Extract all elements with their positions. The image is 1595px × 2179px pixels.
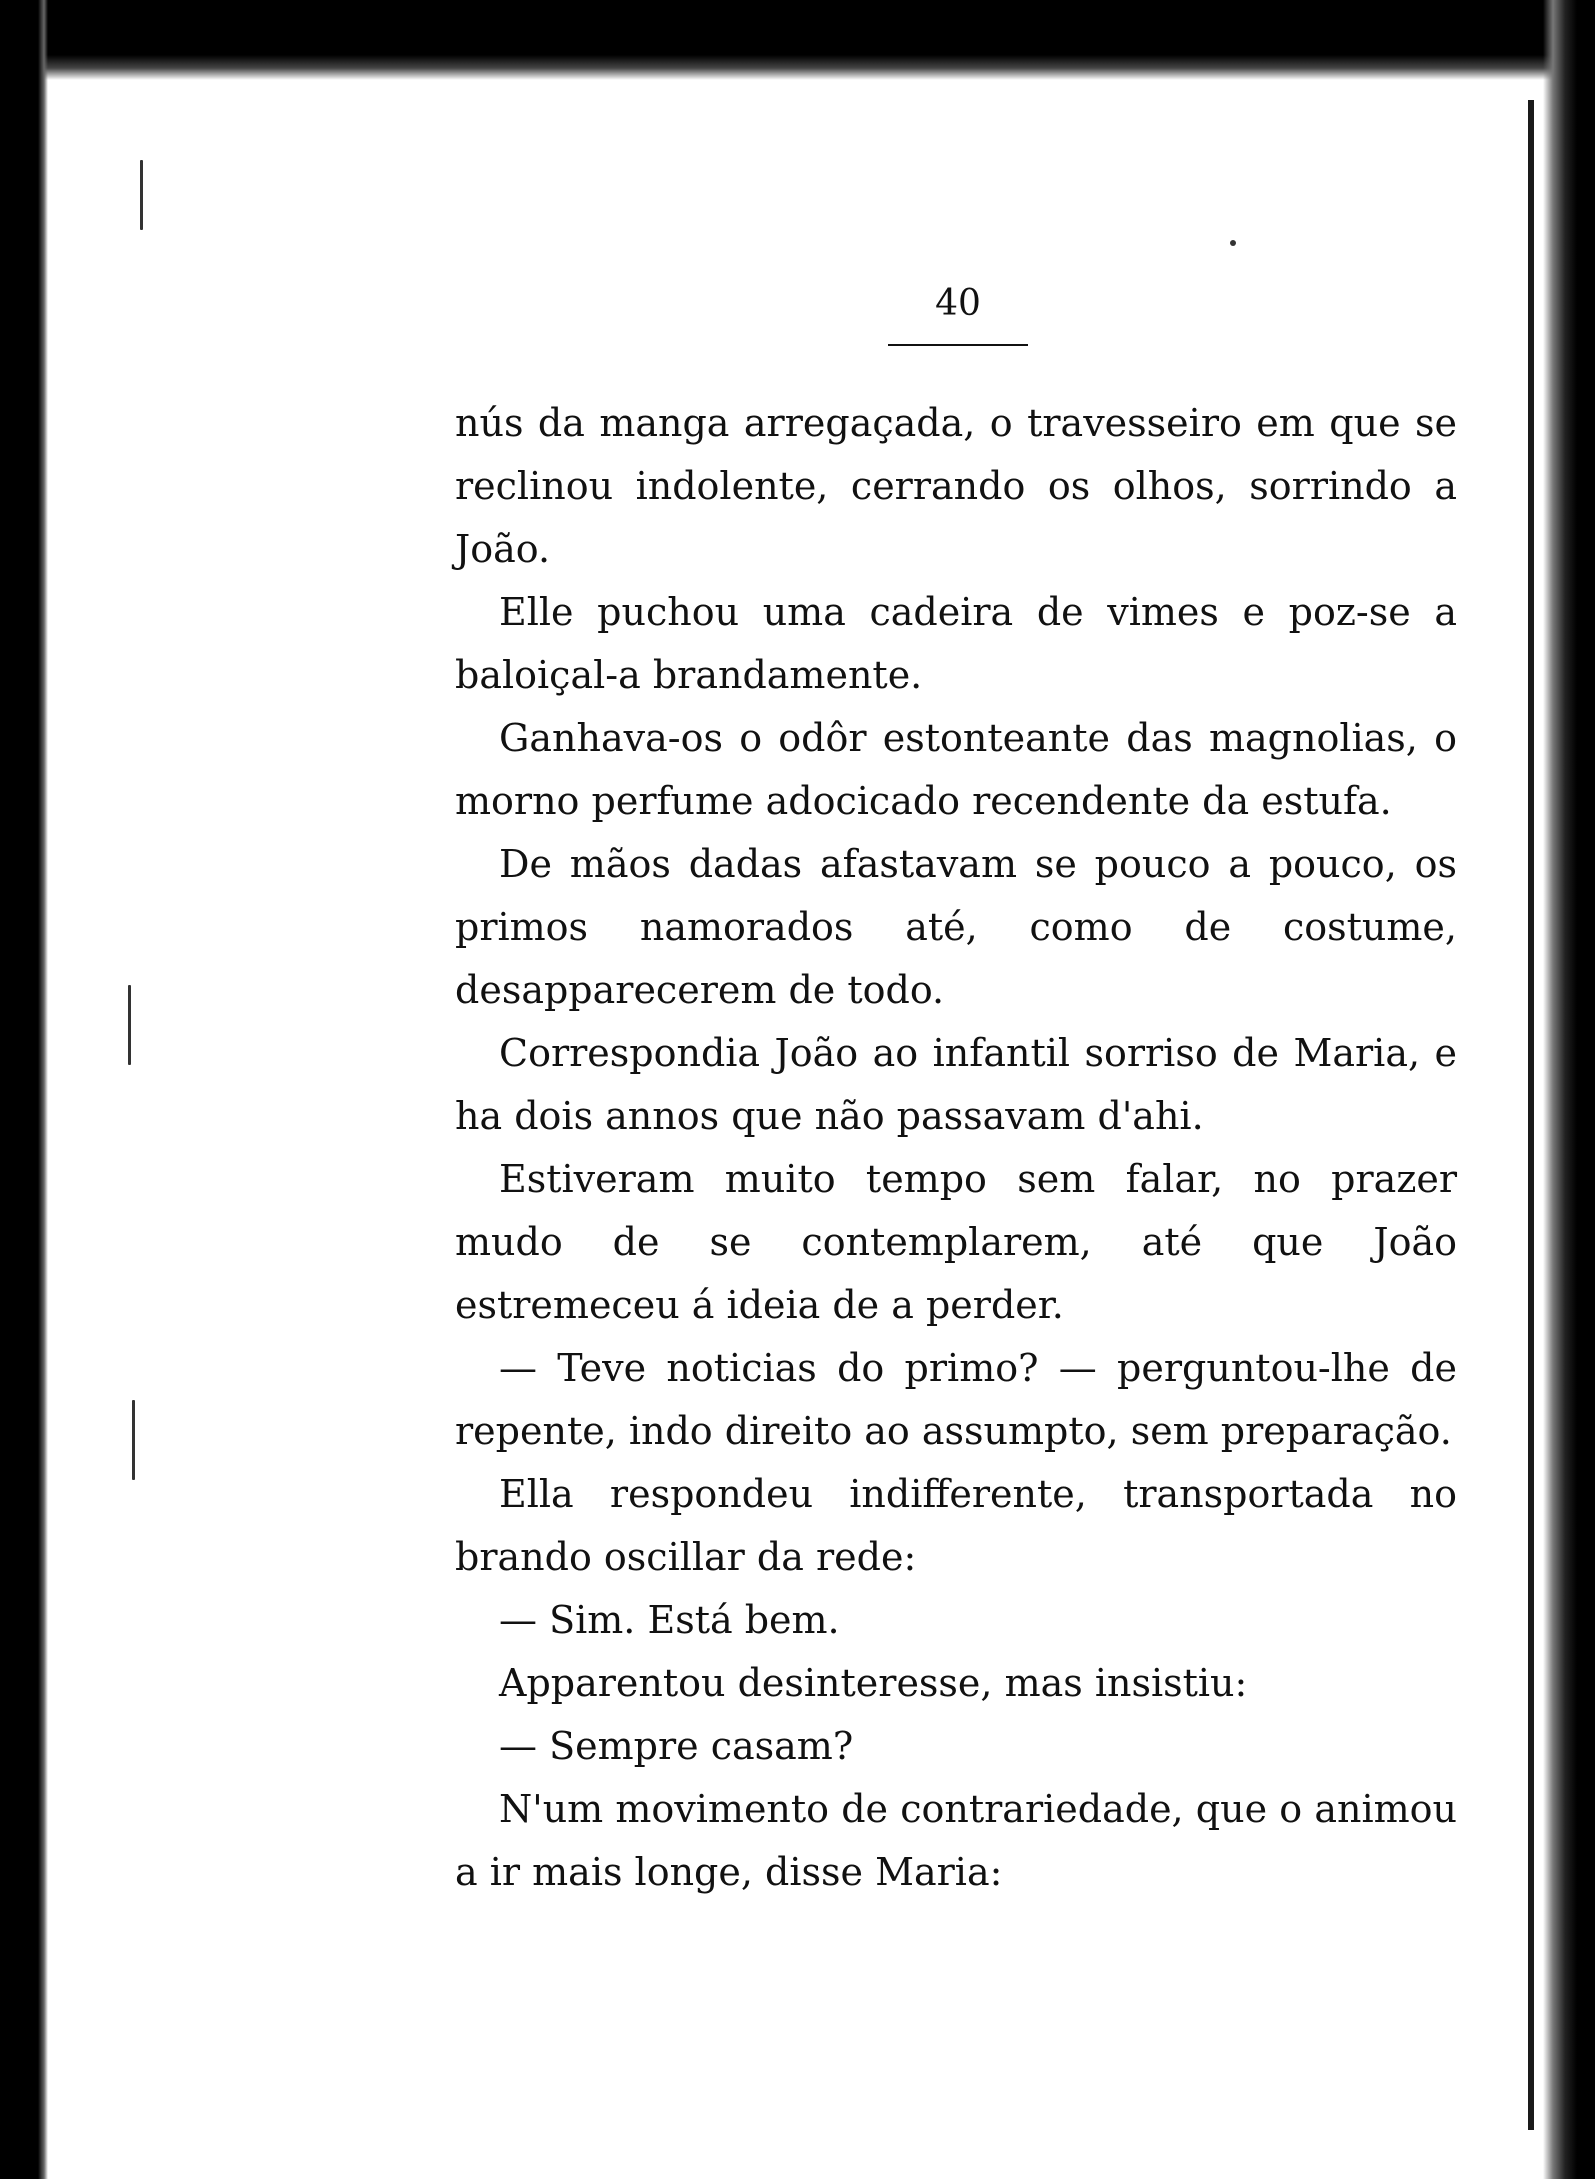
paragraph: — Sim. Está bem. [499, 1598, 840, 1642]
paragraph: De mãos dadas afastavam se pouco a pouco, os primos namorados até, como de costume, desapparecerem de todo. [455, 842, 1457, 1012]
paragraph: Correspondia João ao infantil sorriso de Maria, e ha dois annos que não passavam d'ahi. [455, 1031, 1457, 1138]
paragraph: Ella respondeu indifferente, transportada no brando oscillar da rede: [455, 1472, 1457, 1579]
paragraph: Apparentou desinteresse, mas insistiu: [499, 1661, 1248, 1705]
scan-edge-left [0, 0, 48, 2179]
scan-edge-right-inner [1528, 100, 1534, 2130]
paragraph: nús da manga arregaçada, o travesseiro em que se reclinou indolente, cerrando os olhos, sorrindo a João. [455, 401, 1457, 571]
scan-speck [128, 985, 131, 1065]
scan-edge-top [0, 0, 1595, 80]
paragraph: Elle puchou uma cadeira de vimes e poz-se a baloiçal-a brandamente. [455, 590, 1457, 697]
paragraph: N'um movimento de contrariedade, que o animou a ir mais longe, disse Maria: [455, 1787, 1457, 1894]
scan-speck [1230, 240, 1236, 246]
paragraph: — Teve noticias do primo? — perguntou-lhe de repente, indo direito ao assumpto, sem preparação. [455, 1346, 1457, 1453]
body-text [455, 392, 1457, 1904]
page-number: 40 [935, 283, 981, 324]
scan-speck [132, 1400, 135, 1480]
scan-speck [140, 160, 143, 230]
paragraph: Estiveram muito tempo sem falar, no prazer mudo de se contemplarem, até que João estremeceu á ideia de a perder. [455, 1157, 1457, 1327]
scan-edge-right [1543, 0, 1595, 2179]
paragraph: — Sempre casam? [499, 1724, 854, 1768]
paragraph: Ganhava-os o odôr estonteante das magnolias, o morno perfume adocicado recendente da estufa. [455, 716, 1457, 823]
page-number-rule [888, 344, 1028, 346]
